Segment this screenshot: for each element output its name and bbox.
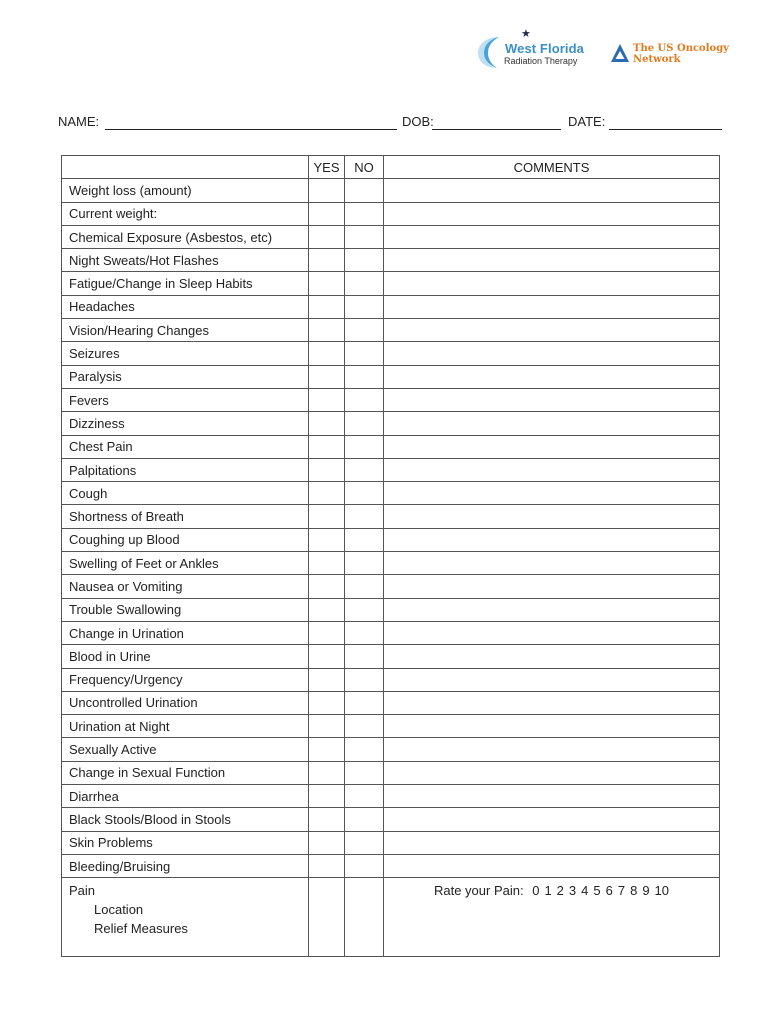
date-field[interactable] — [609, 129, 722, 130]
no-cell[interactable] — [345, 202, 384, 225]
table-row — [62, 785, 720, 808]
no-cell[interactable] — [345, 668, 384, 691]
symptom-label: Dizziness — [62, 412, 309, 435]
symptom-label: Current weight: — [62, 202, 309, 225]
no-cell[interactable] — [345, 342, 384, 365]
no-cell[interactable] — [345, 272, 384, 295]
table-row — [62, 598, 720, 621]
comments-cell[interactable] — [384, 668, 720, 691]
comments-cell[interactable] — [384, 225, 720, 248]
table-row — [62, 179, 720, 202]
no-cell[interactable] — [345, 505, 384, 528]
table-row — [62, 575, 720, 598]
yes-cell[interactable] — [309, 272, 345, 295]
symptom-table — [61, 155, 720, 957]
pain-comments-cell[interactable] — [384, 878, 720, 957]
comments-cell[interactable] — [384, 575, 720, 598]
table-row — [62, 435, 720, 458]
yes-cell[interactable] — [309, 225, 345, 248]
yes-cell[interactable] — [309, 249, 345, 272]
no-cell[interactable] — [345, 854, 384, 877]
pain-no-cell[interactable] — [345, 878, 384, 957]
yes-cell[interactable] — [309, 412, 345, 435]
comments-cell[interactable] — [384, 295, 720, 318]
pain-row — [62, 878, 720, 957]
pain-yes-cell[interactable] — [309, 878, 345, 957]
symptom-label: Coughing up Blood — [62, 528, 309, 551]
table-row — [62, 202, 720, 225]
symptom-label: Palpitations — [62, 458, 309, 481]
comments-cell[interactable] — [384, 645, 720, 668]
table-row — [62, 552, 720, 575]
no-cell[interactable] — [345, 552, 384, 575]
table-row — [62, 272, 720, 295]
yes-cell[interactable] — [309, 388, 345, 411]
table-row — [62, 319, 720, 342]
symptom-label: Weight loss (amount) — [62, 179, 309, 202]
symptom-label: Seizures — [62, 342, 309, 365]
comments-cell[interactable] — [384, 412, 720, 435]
patient-info-row — [58, 114, 722, 132]
pain-relief-label: Relief Measures — [94, 921, 188, 937]
no-cell[interactable] — [345, 179, 384, 202]
symptom-label: Vision/Hearing Changes — [62, 319, 309, 342]
west-florida-subtitle: Radiation Therapy — [504, 56, 578, 66]
table-row — [62, 225, 720, 248]
us-oncology-line1: The US Oncology — [633, 43, 729, 54]
symptom-column-header — [62, 156, 309, 179]
symptom-label: Skin Problems — [62, 831, 309, 854]
symptom-label: Nausea or Vomiting — [62, 575, 309, 598]
table-row — [62, 738, 720, 761]
no-cell[interactable] — [345, 249, 384, 272]
symptom-label: Chest Pain — [62, 435, 309, 458]
comments-cell[interactable] — [384, 621, 720, 644]
table-row — [62, 715, 720, 738]
comments-cell[interactable] — [384, 342, 720, 365]
symptom-label: Night Sweats/Hot Flashes — [62, 249, 309, 272]
symptom-label: Headaches — [62, 295, 309, 318]
table-row — [62, 295, 720, 318]
table-row — [62, 668, 720, 691]
comments-cell[interactable] — [384, 272, 720, 295]
symptom-label: Blood in Urine — [62, 645, 309, 668]
yes-cell[interactable] — [309, 831, 345, 854]
west-florida-logo — [477, 28, 597, 70]
yes-cell[interactable] — [309, 365, 345, 388]
no-cell[interactable] — [345, 785, 384, 808]
table-row — [62, 365, 720, 388]
pain-scale-option[interactable]: 2 — [556, 883, 564, 899]
yes-cell[interactable] — [309, 785, 345, 808]
no-cell[interactable] — [345, 575, 384, 598]
no-cell[interactable] — [345, 528, 384, 551]
comments-cell[interactable] — [384, 785, 720, 808]
us-oncology-text — [633, 43, 729, 65]
no-cell[interactable] — [345, 412, 384, 435]
symptom-label: Chemical Exposure (Asbestos, etc) — [62, 225, 309, 248]
symptom-label: Bleeding/Bruising — [62, 854, 309, 877]
yes-cell[interactable] — [309, 575, 345, 598]
table-row — [62, 854, 720, 877]
yes-cell[interactable] — [309, 808, 345, 831]
yes-cell[interactable] — [309, 295, 345, 318]
us-oncology-logo — [610, 43, 729, 69]
no-cell[interactable] — [345, 715, 384, 738]
table-row — [62, 621, 720, 644]
no-cell[interactable] — [345, 831, 384, 854]
yes-cell[interactable] — [309, 179, 345, 202]
no-cell[interactable] — [345, 319, 384, 342]
symptom-label: Swelling of Feet or Ankles — [62, 552, 309, 575]
comments-cell[interactable] — [384, 831, 720, 854]
yes-cell[interactable] — [309, 342, 345, 365]
comments-cell[interactable] — [384, 854, 720, 877]
yes-cell[interactable] — [309, 482, 345, 505]
pain-scale-option[interactable]: 9 — [642, 883, 650, 899]
table-row — [62, 412, 720, 435]
no-cell[interactable] — [345, 808, 384, 831]
yes-cell[interactable] — [309, 621, 345, 644]
table-row — [62, 249, 720, 272]
yes-cell[interactable] — [309, 645, 345, 668]
yes-cell[interactable] — [309, 738, 345, 761]
table-row — [62, 342, 720, 365]
table-row — [62, 528, 720, 551]
no-cell[interactable] — [345, 435, 384, 458]
symptom-label: Shortness of Breath — [62, 505, 309, 528]
date-label: DATE: — [568, 114, 606, 129]
pain-scale-option[interactable]: 8 — [630, 883, 638, 899]
no-cell[interactable] — [345, 225, 384, 248]
pain-scale — [527, 883, 669, 898]
comments-cell[interactable] — [384, 808, 720, 831]
pain-rate-label: Rate your Pain: — [433, 883, 524, 899]
yes-cell[interactable] — [309, 505, 345, 528]
name-label: NAME: — [58, 114, 100, 129]
table-row — [62, 831, 720, 854]
pain-label-cell — [62, 878, 309, 957]
yes-cell[interactable] — [309, 854, 345, 877]
symptom-rows — [62, 179, 720, 878]
no-cell[interactable] — [345, 621, 384, 644]
no-cell[interactable] — [345, 761, 384, 784]
symptom-label: Black Stools/Blood in Stools — [62, 808, 309, 831]
symptom-label: Cough — [62, 482, 309, 505]
no-cell[interactable] — [345, 295, 384, 318]
symptom-label: Paralysis — [62, 365, 309, 388]
no-cell[interactable] — [345, 458, 384, 481]
yes-cell[interactable] — [309, 598, 345, 621]
pain-scale-option[interactable]: 3 — [568, 883, 577, 899]
comments-cell[interactable] — [384, 319, 720, 342]
yes-column-header: YES — [309, 156, 345, 179]
no-cell[interactable] — [345, 388, 384, 411]
table-row — [62, 808, 720, 831]
dob-label: DOB: — [402, 114, 434, 129]
comments-cell[interactable] — [384, 691, 720, 714]
yes-cell[interactable] — [309, 668, 345, 691]
pain-scale-option[interactable]: 6 — [605, 883, 613, 899]
comments-cell[interactable] — [384, 179, 720, 202]
yes-cell[interactable] — [309, 319, 345, 342]
table-header-row — [62, 156, 720, 179]
comments-column-header: COMMENTS — [384, 156, 720, 179]
symptom-label: Change in Urination — [62, 621, 309, 644]
comments-cell[interactable] — [384, 458, 720, 481]
symptom-label: Uncontrolled Urination — [62, 691, 309, 714]
yes-cell[interactable] — [309, 761, 345, 784]
triangle-logo-icon — [610, 43, 630, 63]
no-cell[interactable] — [345, 365, 384, 388]
table-row — [62, 388, 720, 411]
comments-cell[interactable] — [384, 761, 720, 784]
us-oncology-line2: Network — [633, 54, 681, 65]
table-row — [62, 645, 720, 668]
yes-cell[interactable] — [309, 552, 345, 575]
pain-location-label: Location — [94, 902, 144, 918]
name-field[interactable] — [105, 129, 397, 130]
table-row — [62, 505, 720, 528]
pain-scale-option[interactable]: 10 — [654, 883, 670, 899]
comments-cell[interactable] — [384, 598, 720, 621]
yes-cell[interactable] — [309, 202, 345, 225]
comments-cell[interactable] — [384, 249, 720, 272]
comments-cell[interactable] — [384, 528, 720, 551]
comments-cell[interactable] — [384, 435, 720, 458]
table-row — [62, 761, 720, 784]
dob-field[interactable] — [432, 129, 561, 130]
symptom-label: Fevers — [62, 388, 309, 411]
yes-cell[interactable] — [309, 528, 345, 551]
pain-scale-option[interactable]: 4 — [581, 883, 589, 899]
no-cell[interactable] — [345, 645, 384, 668]
table-row — [62, 458, 720, 481]
no-cell[interactable] — [345, 598, 384, 621]
comments-cell[interactable] — [384, 738, 720, 761]
comments-cell[interactable] — [384, 552, 720, 575]
comments-cell[interactable] — [384, 202, 720, 225]
symptom-label: Change in Sexual Function — [62, 761, 309, 784]
symptom-label: Fatigue/Change in Sleep Habits — [62, 272, 309, 295]
symptom-label: Trouble Swallowing — [62, 598, 309, 621]
symptom-label: Sexually Active — [62, 738, 309, 761]
table-row — [62, 691, 720, 714]
comments-cell[interactable] — [384, 505, 720, 528]
west-florida-title: West Florida — [505, 41, 584, 56]
no-cell[interactable] — [345, 738, 384, 761]
comments-cell[interactable] — [384, 365, 720, 388]
yes-cell[interactable] — [309, 691, 345, 714]
no-cell[interactable] — [345, 691, 384, 714]
yes-cell[interactable] — [309, 458, 345, 481]
no-column-header: NO — [345, 156, 384, 179]
star-icon: ★ — [521, 28, 531, 40]
pain-scale-option[interactable]: 7 — [617, 883, 626, 899]
comments-cell[interactable] — [384, 715, 720, 738]
comments-cell[interactable] — [384, 482, 720, 505]
pain-scale-option[interactable]: 0 — [532, 883, 540, 899]
symptom-label: Diarrhea — [62, 785, 309, 808]
pain-scale-option[interactable]: 1 — [544, 883, 552, 899]
symptom-label: Frequency/Urgency — [62, 668, 309, 691]
symptom-label: Urination at Night — [62, 715, 309, 738]
yes-cell[interactable] — [309, 435, 345, 458]
table-row — [62, 482, 720, 505]
comments-cell[interactable] — [384, 388, 720, 411]
pain-scale-option[interactable]: 5 — [593, 883, 601, 899]
yes-cell[interactable] — [309, 715, 345, 738]
no-cell[interactable] — [345, 482, 384, 505]
pain-label: Pain — [69, 883, 96, 899]
